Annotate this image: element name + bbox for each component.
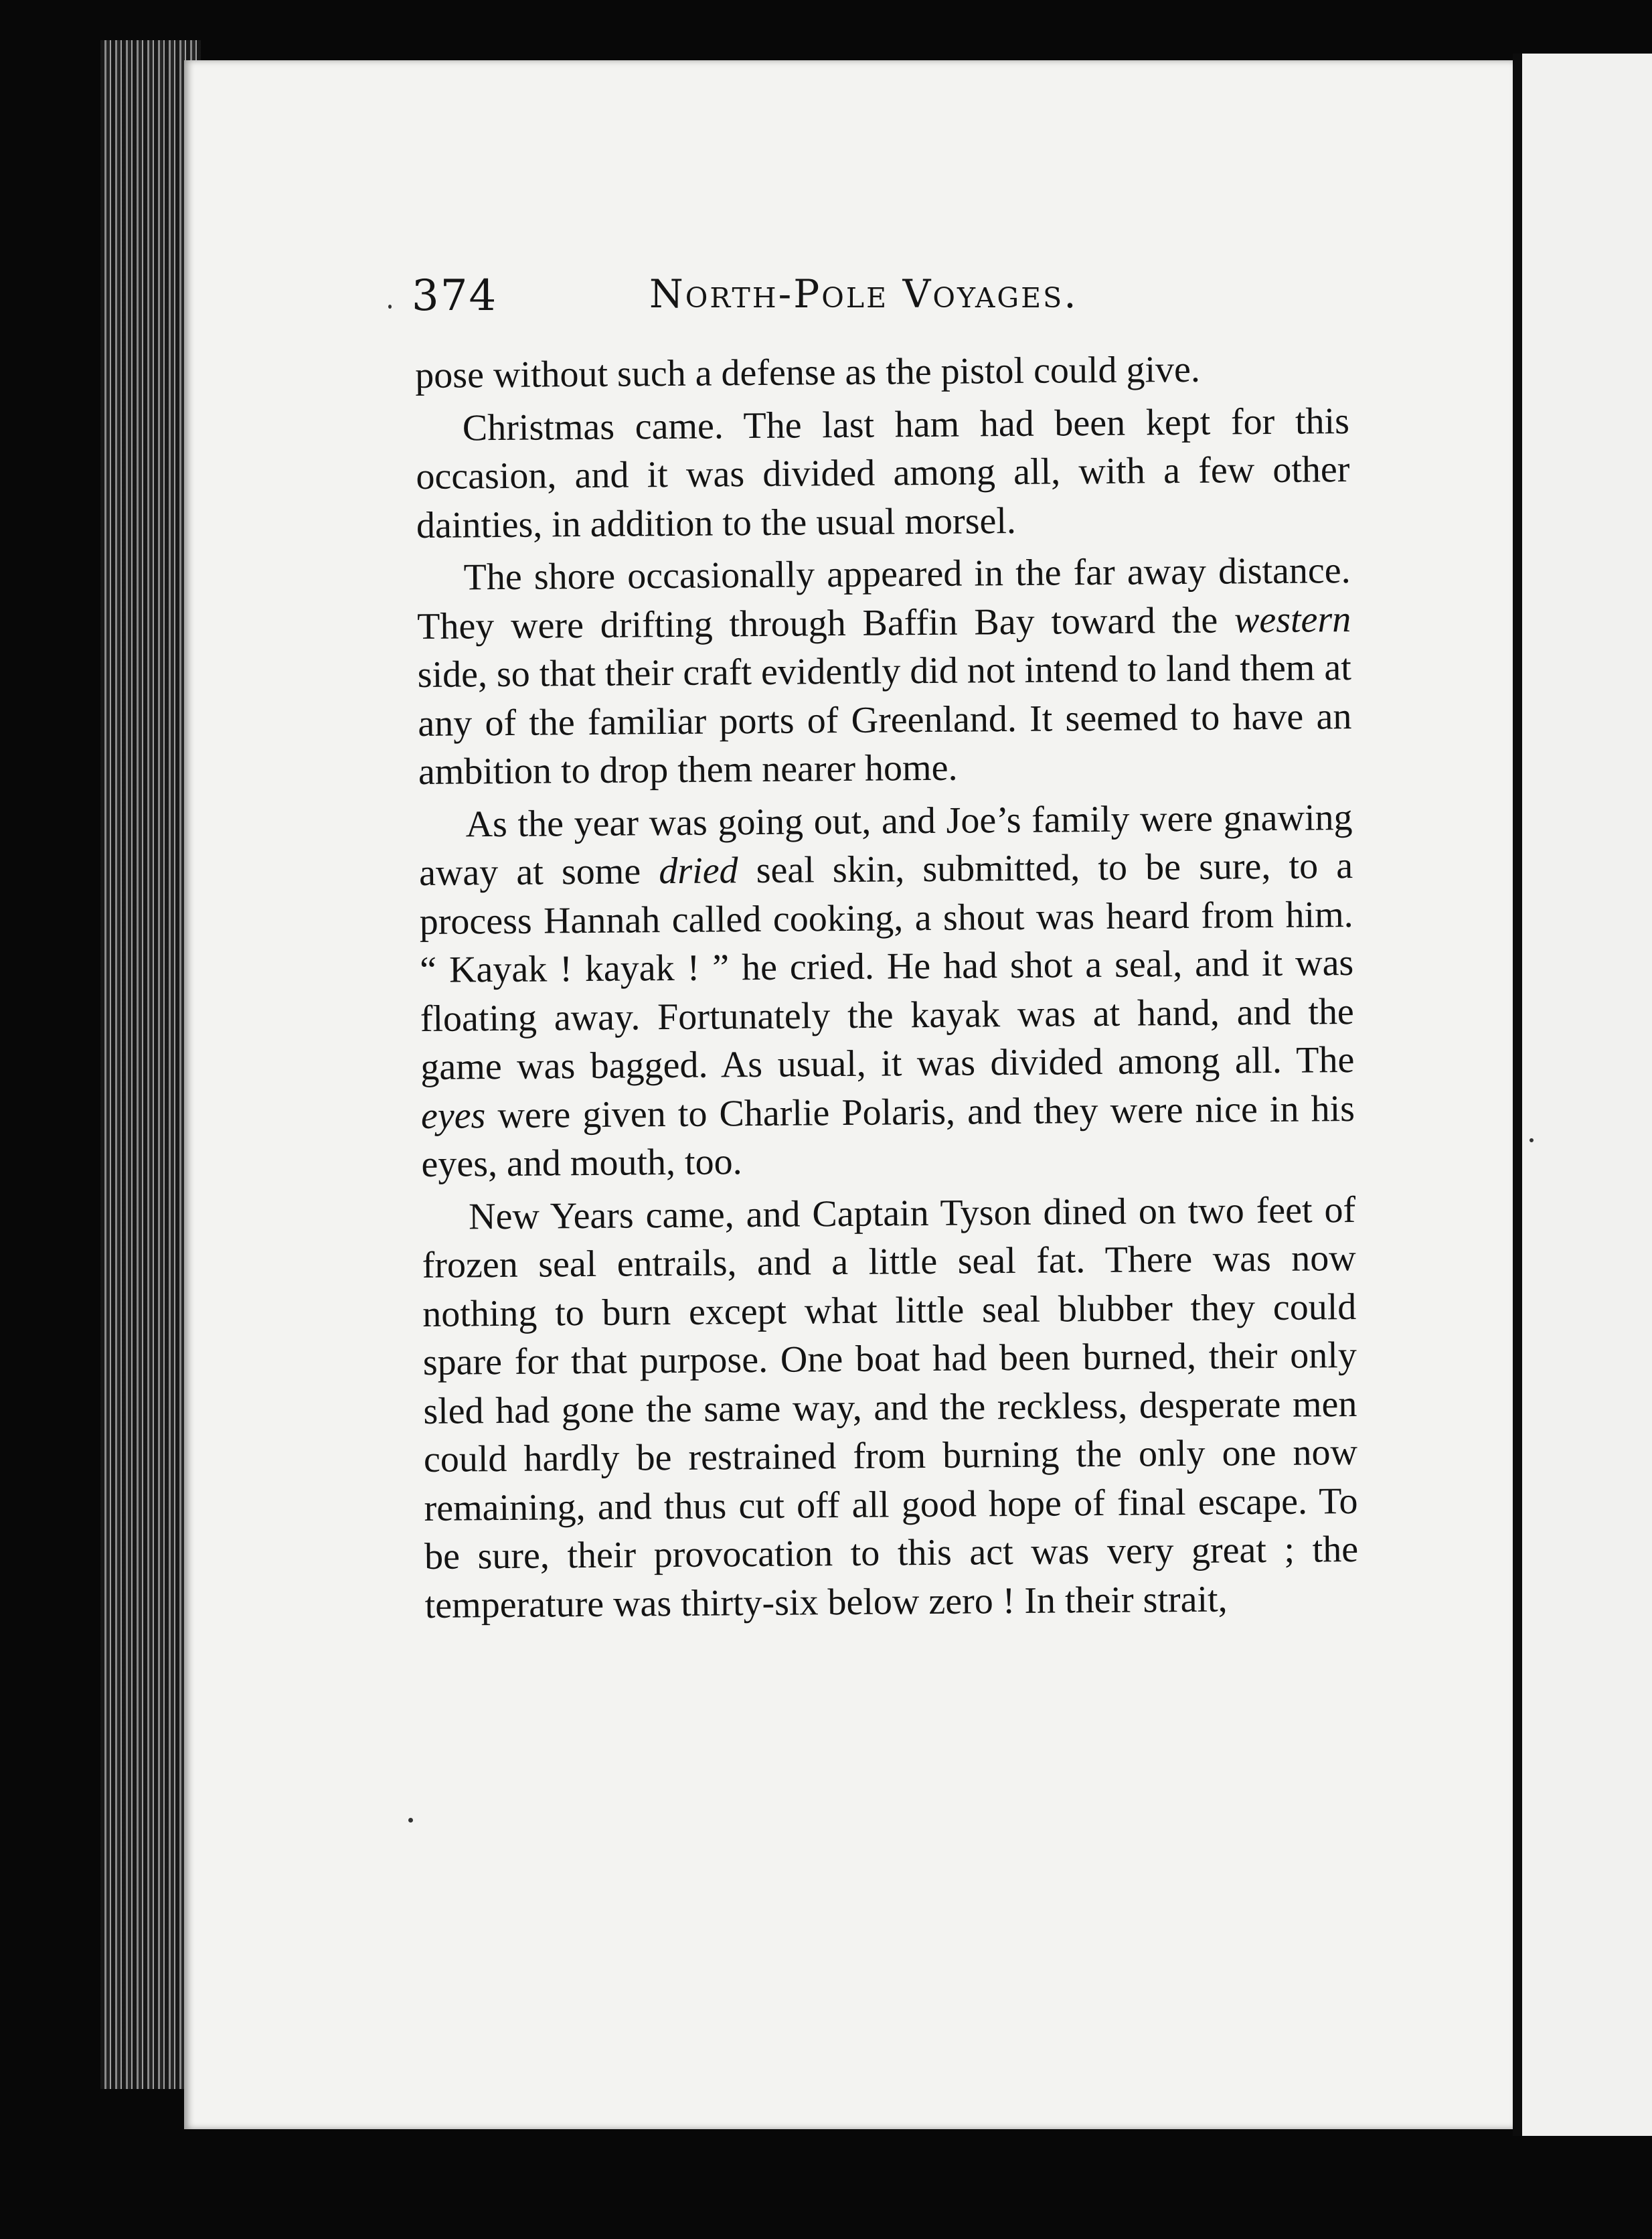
italic-word: western xyxy=(1234,598,1351,641)
text-run: were given to Charlie Polaris, and they were nice in his eyes, and mouth, too. xyxy=(421,1087,1355,1185)
running-head xyxy=(412,264,1255,325)
paragraph xyxy=(416,397,1351,550)
text-run: As the year was going out, and Joe’s family were gnawing away at some xyxy=(418,796,1353,894)
page-number: 374 xyxy=(412,271,498,321)
text-run: New Years came, and Captain Tyson dined on two feet of frozen seal entrails, and a little seal fat. There was now nothing to burn except what little seal blubber they could spare for that purpose. One boat had been burned, their only sled had gone the same way, and the reckless, desperate men could hardly be restrained from burning the only one now remaining, and thus cut off all good hope of final escape. To be sure, their provocation to this act was very great ; the temperature was thirty-six below zero ! In their strait, xyxy=(422,1188,1359,1626)
facing-page-edge xyxy=(1513,54,1652,2136)
scan-speck xyxy=(388,305,392,309)
text-run: Christmas came. The last ham had been kept for this occasion, and it was divided among all, with a few other dainties, in addition to the usual morsel. xyxy=(416,400,1350,546)
paragraph xyxy=(416,546,1352,796)
scan-speck xyxy=(408,1818,413,1823)
text-run: The shore occasionally appeared in the far away distance. They were drifting through Baffin Bay toward the xyxy=(416,550,1351,647)
paragraph xyxy=(415,344,1349,400)
body-text xyxy=(415,344,1359,1630)
running-title: North-Pole Voyages. xyxy=(649,271,1078,317)
italic-word: dried xyxy=(659,850,738,893)
scan-speck xyxy=(1530,1138,1534,1142)
paragraph xyxy=(422,1186,1359,1630)
text-run: pose without such a defense as the pistol could give. xyxy=(415,348,1201,396)
italic-word: eyes xyxy=(420,1094,486,1137)
text-run: seal skin, submitted, to be sure, to a process Hannah called cooking, a shout was heard from him. “ Kayak ! kayak ! ” he cried. He had shot a seal, and it was floating away. Fortunately the kayak was at hand, and the game was bagged. As usual, it was divided among all. The xyxy=(419,845,1355,1088)
paragraph xyxy=(418,793,1355,1189)
text-run: side, so that their craft evidently did not intend to land them at any of the familiar ports of Greenland. It seemed to have an ambition to drop them nearer home. xyxy=(417,647,1352,793)
